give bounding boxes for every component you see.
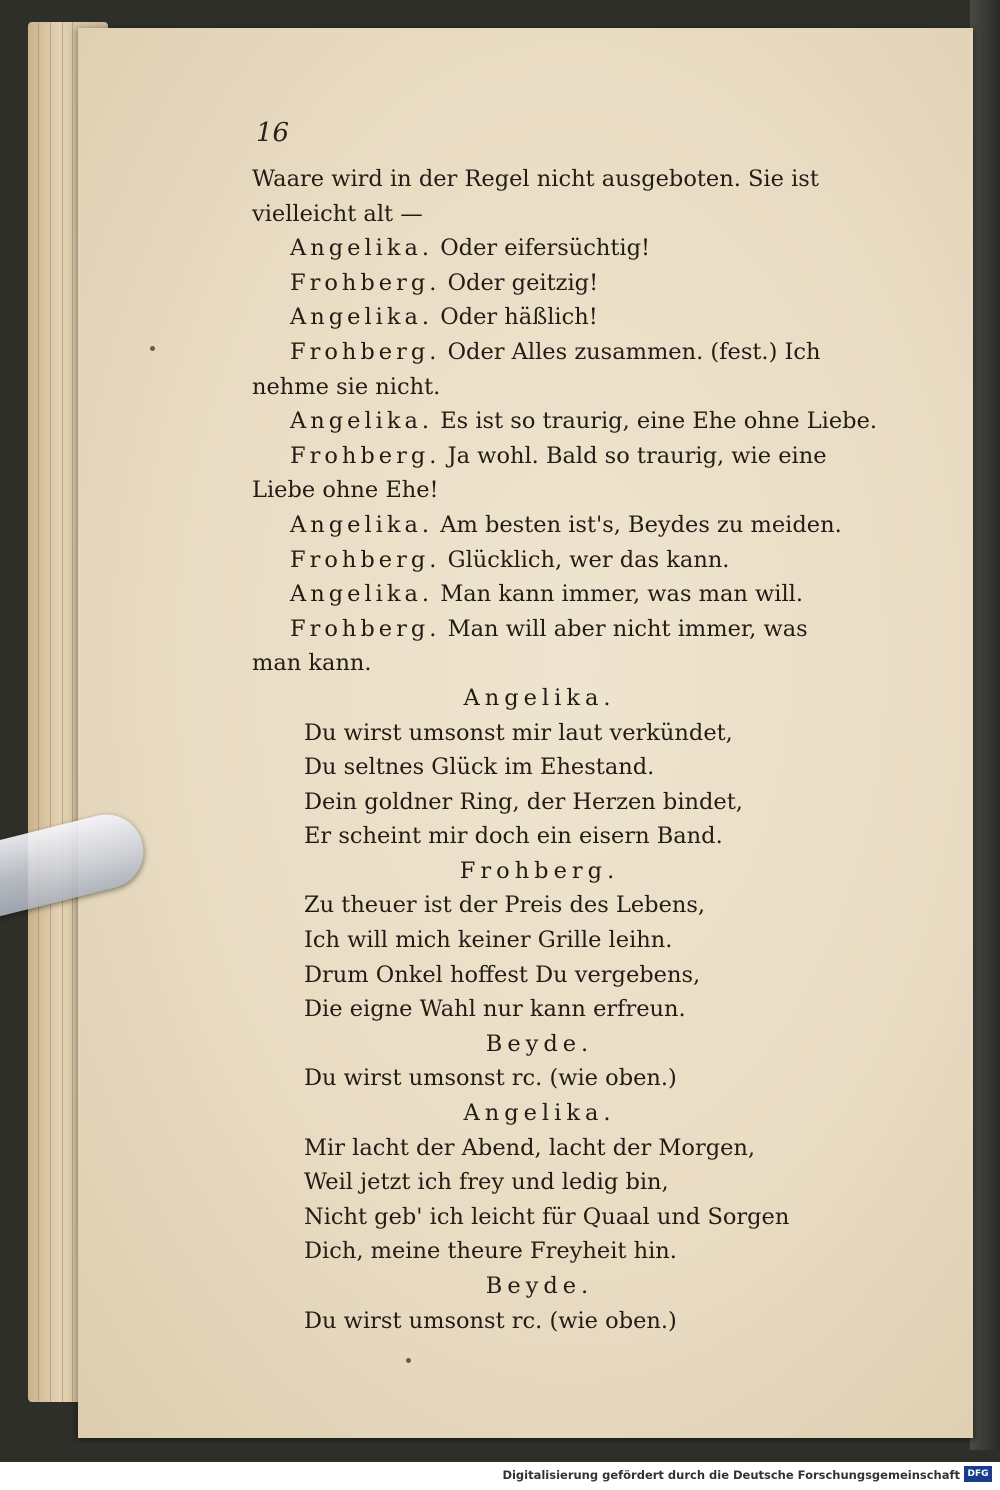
speech-line (252, 577, 857, 612)
speech-line (252, 266, 857, 301)
verse-text: Ich will mich keiner Grille leihn. (304, 927, 673, 954)
verse-line (252, 923, 857, 958)
speech-text: Oder geitzig! (447, 269, 599, 296)
speaker-name: Angelika. (290, 408, 434, 435)
speech-line (252, 300, 857, 335)
speech-text: Oder eifersüchtig! (440, 235, 651, 262)
prose-line (252, 162, 857, 197)
speech-text: Es ist so traurig, eine Ehe ohne Liebe. (440, 408, 878, 435)
verse-line (252, 750, 857, 785)
song-speaker-heading (252, 1027, 857, 1062)
verse-text: Dein goldner Ring, der Herzen bindet, (304, 788, 743, 815)
verse-text: Weil jetzt ich frey und ledig bin, (304, 1169, 669, 1196)
heading-text: Frohberg. (459, 857, 620, 884)
speaker-name: Frohberg. (290, 338, 441, 365)
verse-line (252, 888, 857, 923)
prose-text: man kann. (252, 650, 372, 677)
speech-line (252, 508, 857, 543)
song-speaker-heading (252, 1096, 857, 1131)
verse-text: Dich, meine theure Freyheit hin. (304, 1238, 677, 1265)
speaker-name: Angelika. (290, 235, 434, 262)
funding-credit: Digitalisierung gefördert durch die Deutsche Forschungsgemeinschaft (502, 1468, 960, 1482)
verse-line (252, 1131, 857, 1166)
speech-line (252, 543, 857, 578)
song-speaker-heading (252, 1269, 857, 1304)
verse-text: Zu theuer ist der Preis des Lebens, (304, 892, 706, 919)
paper-speck (150, 346, 155, 351)
speech-line (252, 231, 857, 266)
verse-text: Du wirst umsonst rc. (wie oben.) (304, 1065, 677, 1092)
verse-line (252, 992, 857, 1027)
heading-text: Angelika. (463, 1100, 616, 1127)
verse-text: Die eigne Wahl nur kann erfreun. (304, 996, 686, 1023)
speech-text: Oder häßlich! (440, 304, 598, 331)
speech-line (252, 335, 857, 370)
verse-text: Du wirst umsonst rc. (wie oben.) (304, 1307, 677, 1334)
page-text (252, 162, 878, 1338)
speech-text: Glücklich, wer das kann. (447, 546, 730, 573)
verse-line (252, 958, 857, 993)
speech-text: Man will aber nicht immer, was (447, 615, 808, 642)
verse-text: Nicht geb' ich leicht für Quaal und Sorgen (304, 1203, 790, 1230)
verse-line (252, 1165, 857, 1200)
heading-text: Angelika. (463, 684, 616, 711)
speech-line (252, 439, 857, 474)
speaker-name: Frohberg. (290, 269, 441, 296)
verse-line (252, 1200, 857, 1235)
speaker-name: Frohberg. (290, 442, 441, 469)
prose-text: Waare wird in der Regel nicht ausgeboten. Sie ist (252, 166, 819, 192)
verse-line (252, 819, 857, 854)
speech-line (252, 612, 857, 647)
speech-text: Man kann immer, was man will. (440, 581, 804, 608)
page-number: 16 (256, 118, 290, 148)
verse-line (252, 1061, 857, 1096)
prose-text: vielleicht alt — (252, 200, 423, 227)
prose-line (252, 197, 857, 232)
speaker-name: Angelika. (290, 304, 434, 331)
speech-text: Oder Alles zusammen. (fest.) Ich (447, 338, 821, 365)
song-speaker-heading (252, 681, 857, 716)
verse-text: Du seltnes Glück im Ehestand. (304, 754, 655, 781)
dfg-logo: DFG (964, 1466, 992, 1482)
prose-line (252, 473, 857, 508)
speaker-name: Frohberg. (290, 546, 441, 573)
speaker-name: Angelika. (290, 581, 434, 608)
prose-text: nehme sie nicht. (252, 373, 441, 400)
verse-line (252, 785, 857, 820)
verse-text: Drum Onkel hoffest Du vergebens, (304, 961, 701, 988)
prose-text: Liebe ohne Ehe! (252, 477, 439, 504)
heading-text: Beyde. (485, 1030, 594, 1057)
verse-text: Er scheint mir doch ein eisern Band. (304, 823, 723, 850)
speech-line (252, 404, 878, 439)
speech-text: Am besten ist's, Beydes zu meiden. (440, 511, 842, 538)
verse-line (252, 716, 857, 751)
prose-line (252, 646, 857, 681)
speech-text: Ja wohl. Bald so traurig, wie eine (447, 442, 827, 469)
song-speaker-heading (252, 854, 857, 889)
verse-text: Du wirst umsonst mir laut verkündet, (304, 719, 733, 746)
verse-line (252, 1304, 857, 1339)
heading-text: Beyde. (485, 1273, 594, 1299)
speaker-name: Frohberg. (290, 615, 441, 642)
verse-text: Mir lacht der Abend, lacht der Morgen, (304, 1134, 756, 1161)
paper-speck (406, 1358, 411, 1363)
prose-line (252, 370, 857, 405)
book-cover-edge (970, 0, 1000, 1450)
verse-line (252, 1234, 857, 1269)
speaker-name: Angelika. (290, 511, 434, 538)
